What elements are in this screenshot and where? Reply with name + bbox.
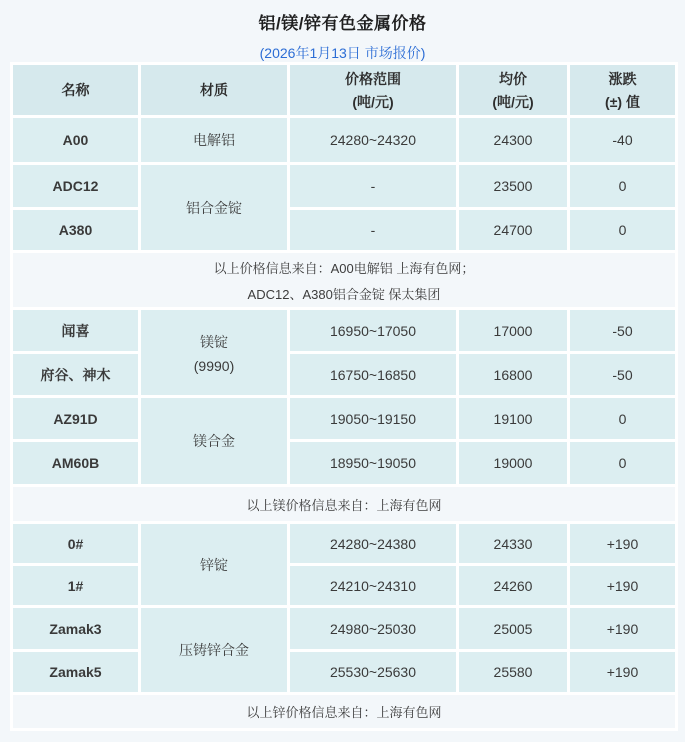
cell-name: AZ91D — [12, 397, 140, 441]
col-header-name: 名称 — [12, 64, 140, 117]
col-header-avg-line2: (吨/元) — [492, 93, 534, 110]
table-row — [12, 397, 677, 441]
page-subtitle: (2026年1月13日 市场报价) — [259, 45, 426, 61]
cell-range: 24280~24380 — [289, 523, 458, 565]
col-header-range — [289, 64, 458, 117]
table-row — [12, 565, 677, 607]
metal-price-table — [10, 62, 678, 731]
cell-avg: 24260 — [458, 565, 569, 607]
cell-avg: 24700 — [458, 209, 569, 252]
col-header-range-line1: 价格范围 — [345, 70, 401, 87]
table-row — [12, 117, 677, 164]
cell-name: Zamak3 — [12, 607, 140, 651]
magnesium-source-note — [12, 486, 677, 523]
cell-change: -40 — [569, 117, 677, 164]
magnesium-source-note-row — [12, 486, 677, 523]
cell-change: +190 — [569, 565, 677, 607]
cell-name: 1# — [12, 565, 140, 607]
col-header-change — [569, 64, 677, 117]
aluminum-source-note-line2: ADC12、A380铝合金锭 保太集团 — [247, 286, 441, 302]
cell-range: 19050~19150 — [289, 397, 458, 441]
cell-range: 25530~25630 — [289, 651, 458, 694]
table-row — [12, 651, 677, 694]
cell-avg: 25005 — [458, 607, 569, 651]
cell-change: 0 — [569, 164, 677, 209]
cell-avg: 19100 — [458, 397, 569, 441]
page-title: 铝/镁/锌有色金属价格 — [258, 14, 427, 33]
cell-range: - — [289, 209, 458, 252]
cell-avg: 25580 — [458, 651, 569, 694]
cell-name: 0# — [12, 523, 140, 565]
cell-range: 16750~16850 — [289, 353, 458, 397]
table-row — [12, 209, 677, 252]
aluminum-source-note — [12, 252, 677, 309]
magnesium-source-note-line: 以上镁价格信息来自：上海有色网 — [246, 497, 442, 513]
cell-name: A00 — [12, 117, 140, 164]
cell-range: 18950~19050 — [289, 441, 458, 486]
cell-range: 24210~24310 — [289, 565, 458, 607]
cell-change: 0 — [569, 441, 677, 486]
material-line1: 镁锭 — [200, 333, 228, 350]
col-header-change-line2: (±) 值 — [605, 93, 640, 110]
zinc-source-note — [12, 694, 677, 730]
cell-material-merged: 压铸锌合金 — [140, 607, 289, 694]
zinc-source-note-row — [12, 694, 677, 730]
cell-name: 府谷、神木 — [12, 353, 140, 397]
cell-material-merged: 锌锭 — [140, 523, 289, 607]
cell-avg: 16800 — [458, 353, 569, 397]
cell-range: 16950~17050 — [289, 309, 458, 353]
cell-avg: 24330 — [458, 523, 569, 565]
zinc-source-note-line: 以上锌价格信息来自：上海有色网 — [246, 705, 442, 720]
col-header-avg — [458, 64, 569, 117]
table-row — [12, 523, 677, 565]
cell-material-merged: 镁合金 — [140, 397, 289, 486]
table-header-row — [12, 64, 677, 117]
cell-name: Zamak5 — [12, 651, 140, 694]
cell-avg: 24300 — [458, 117, 569, 164]
cell-range: 24280~24320 — [289, 117, 458, 164]
cell-change: +190 — [569, 607, 677, 651]
table-row — [12, 441, 677, 486]
cell-change: +190 — [569, 651, 677, 694]
cell-name: ADC12 — [12, 164, 140, 209]
cell-avg: 19000 — [458, 441, 569, 486]
col-header-change-line1: 涨跌 — [608, 70, 637, 87]
title-block — [0, 0, 685, 62]
table-row — [12, 607, 677, 651]
cell-range: 24980~25030 — [289, 607, 458, 651]
cell-material-merged — [140, 309, 289, 397]
cell-name: 闻喜 — [12, 309, 140, 353]
cell-avg: 23500 — [458, 164, 569, 209]
aluminum-source-note-line1: 以上价格信息来自：A00电解铝 上海有色网； — [213, 260, 475, 276]
cell-change: +190 — [569, 523, 677, 565]
material-line2: (9990) — [193, 357, 235, 374]
cell-change: 0 — [569, 209, 677, 252]
cell-material: 电解铝 — [140, 117, 289, 164]
table-row — [12, 164, 677, 209]
col-header-material: 材质 — [140, 64, 289, 117]
col-header-avg-line1: 均价 — [499, 70, 527, 87]
cell-change: 0 — [569, 397, 677, 441]
cell-change: -50 — [569, 353, 677, 397]
cell-material-merged: 铝合金锭 — [140, 164, 289, 252]
table-row — [12, 353, 677, 397]
cell-avg: 17000 — [458, 309, 569, 353]
cell-name: AM60B — [12, 441, 140, 486]
col-header-range-line2: (吨/元) — [352, 93, 394, 110]
cell-range: - — [289, 164, 458, 209]
aluminum-source-note-row — [12, 252, 677, 309]
table-row — [12, 309, 677, 353]
cell-change: -50 — [569, 309, 677, 353]
cell-name: A380 — [12, 209, 140, 252]
